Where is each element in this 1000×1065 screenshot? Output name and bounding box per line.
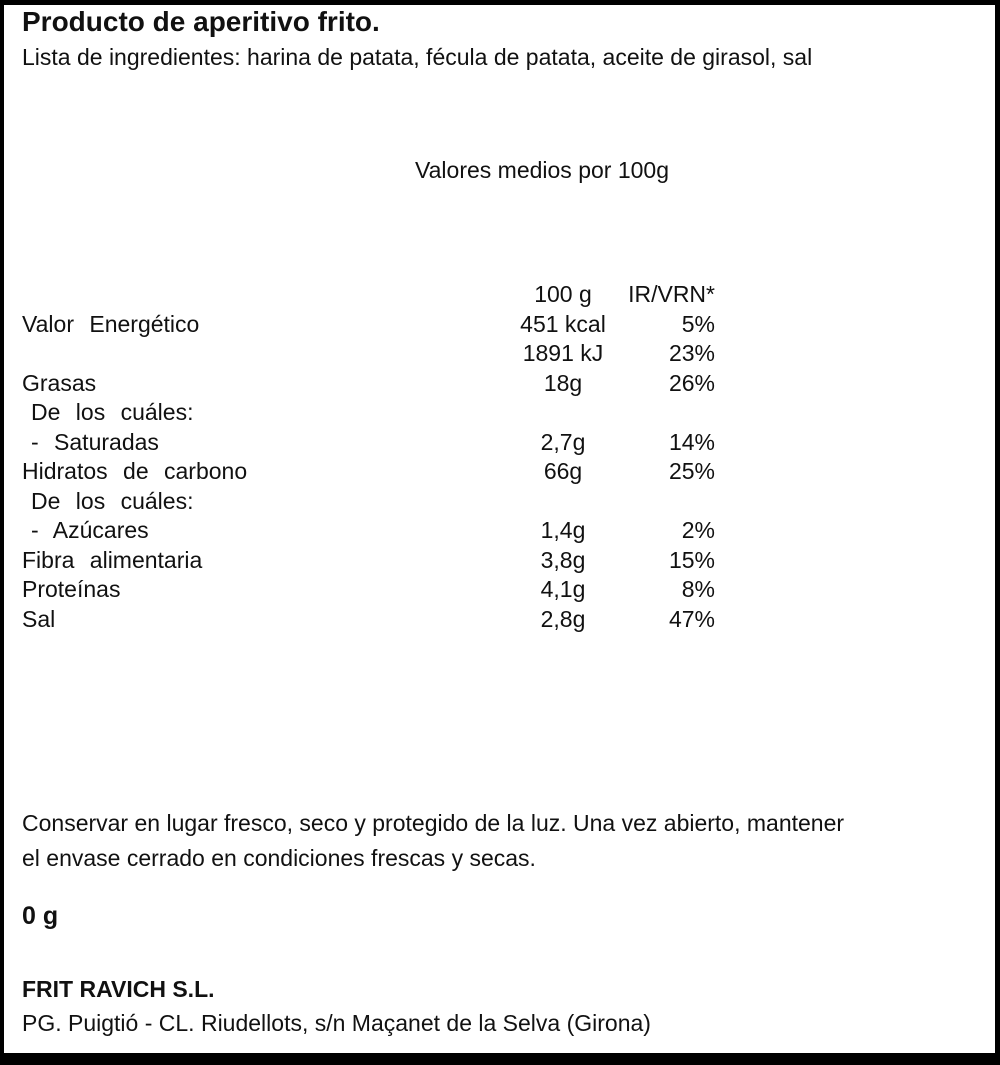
nutrient-label: Proteínas [22, 576, 121, 602]
storage-line-2: el envase cerrado en condiciones frescas y secas. [22, 845, 536, 871]
nutrition-table-header [0, 281, 1000, 311]
storage-instructions [22, 806, 844, 876]
nutrition-row [0, 458, 1000, 488]
nutrient-ri-percent: 2% [681, 517, 715, 543]
label-border-bottom [0, 1053, 1000, 1065]
nutrient-ri-percent: 23% [668, 340, 715, 366]
nutrient-amount: 3,8g [540, 546, 586, 573]
nutrient-label: - Saturadas [31, 428, 159, 455]
nutrient-amount: 66g [543, 458, 583, 484]
nutrition-row [0, 311, 1000, 341]
nutrient-label: - Azúcares [31, 517, 149, 543]
nutrition-row [0, 517, 1000, 547]
nutrition-row [0, 606, 1000, 636]
nutrient-amount: 1891 kJ [522, 340, 604, 366]
nutrition-table [0, 281, 1000, 635]
nutrient-amount: 18g [543, 369, 583, 396]
nutrient-label: Hidratos de carbono [22, 458, 248, 484]
nutrient-label: De los cuáles: [31, 487, 194, 514]
nutrient-amount: 4,1g [540, 576, 586, 602]
nutrient-label: De los cuáles: [31, 399, 194, 425]
nutrient-label: Grasas [22, 369, 97, 396]
net-weight: 0 g [22, 902, 59, 930]
nutrient-ri-percent: 26% [668, 369, 715, 396]
ingredients-text: Lista de ingredientes: harina de patata, fécula de patata, aceite de girasol, sal [22, 44, 813, 70]
nutrient-ri-percent: 15% [668, 546, 715, 573]
nutrition-row [0, 547, 1000, 577]
nutrient-ri-percent: 14% [668, 428, 715, 455]
amount-column-header: 100 g [534, 281, 592, 307]
nutrient-ri-percent: 8% [681, 576, 715, 602]
nutrient-label: Sal [22, 605, 56, 632]
nutrient-amount: 1,4g [540, 517, 586, 543]
nutrient-amount: 451 kcal [520, 310, 606, 337]
nutrition-row [0, 488, 1000, 518]
nutrition-rows [0, 311, 1000, 636]
nutrition-row [0, 429, 1000, 459]
nutrition-heading: Valores medios por 100g [415, 157, 669, 183]
product-title: Producto de aperitivo frito. [22, 6, 380, 37]
nutrition-row [0, 399, 1000, 429]
ri-column-header: IR/VRN* [628, 281, 715, 307]
nutrient-amount: 2,7g [540, 428, 586, 455]
nutrient-label: Fibra alimentaria [22, 546, 203, 573]
nutrient-amount: 2,8g [540, 605, 586, 632]
nutrition-row [0, 576, 1000, 606]
nutrition-row [0, 340, 1000, 370]
nutrient-ri-percent: 5% [681, 310, 715, 337]
nutrient-label: Valor Energético [22, 310, 200, 337]
nutrient-ri-percent: 47% [668, 605, 715, 632]
storage-line-1: Conservar en lugar fresco, seco y protegido de la luz. Una vez abierto, mantener [22, 810, 845, 836]
nutrient-ri-percent: 25% [668, 458, 715, 484]
manufacturer-name: FRIT RAVICH S.L. [22, 976, 215, 1002]
label-border-top [0, 0, 1000, 5]
manufacturer-address: PG. Puigtió - CL. Riudellots, s/n Maçanet de la Selva (Girona) [22, 1010, 651, 1036]
nutrition-row [0, 370, 1000, 400]
